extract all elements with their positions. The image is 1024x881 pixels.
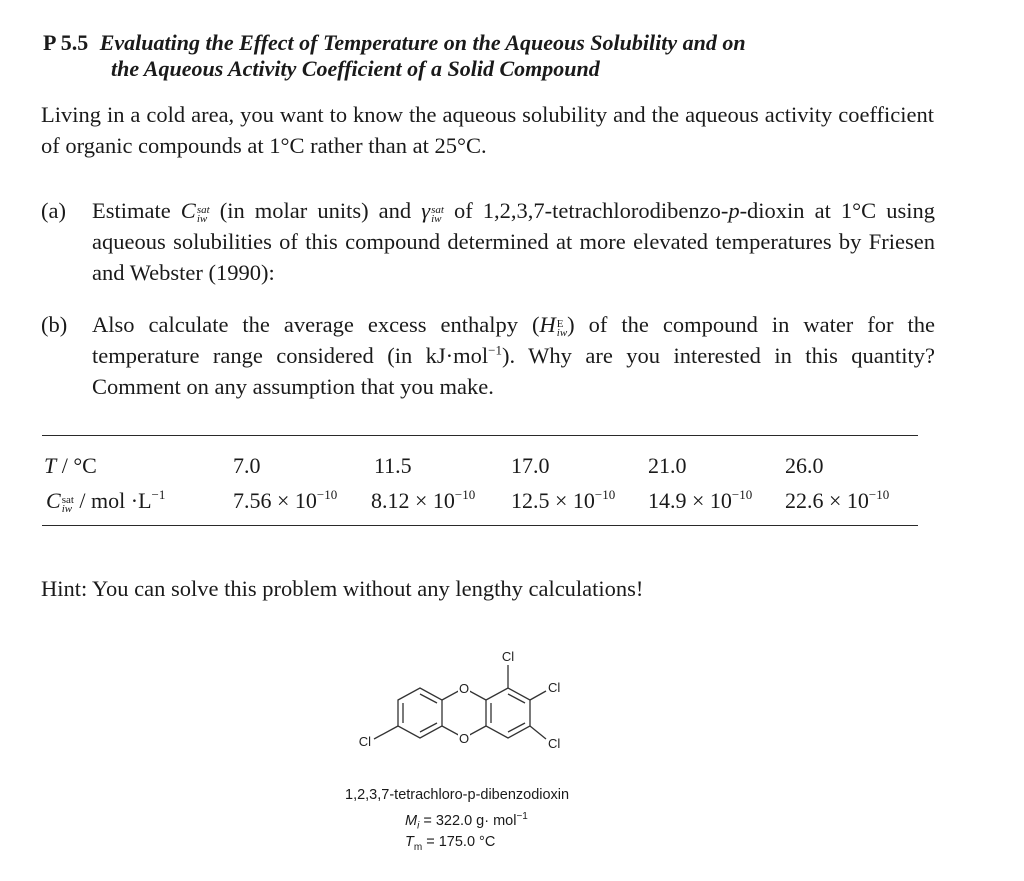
part-a-text (92, 195, 935, 288)
hint-text: Hint: You can solve this problem without any lengthy calculations! (41, 576, 644, 601)
left-benzene-ring (398, 688, 442, 738)
problem-title (43, 30, 746, 56)
compound-name: 1,2,3,7-tetrachloro-p-dibenzodioxin (345, 787, 570, 803)
part-b-text-2: ) of the compound in water for the temperature range considered (in kJ·mol (92, 312, 936, 368)
temperature-cell: 7.0 (233, 453, 261, 478)
part-a-text-1: Estimate (92, 198, 171, 223)
atom-label: O (458, 681, 470, 696)
solubility-cell: $22.6 \times 10^{-10}$ (785, 487, 890, 513)
h-e-iw-symbol: H E iw (539, 312, 568, 339)
part-b-text-3: ). Why are you interested in this quantity? Comment on any assumption that you make. (92, 343, 935, 399)
problem-number: P 5.5 (43, 30, 89, 55)
table-top-rule (42, 435, 918, 436)
title-line-1: Evaluating the Effect of Temperature on the Aqueous Solubility and on (99, 30, 746, 55)
c-sat-iw-symbol: C sat iw (180, 198, 210, 225)
right-benzene-ring (486, 688, 530, 738)
temperature-cell: 21.0 (648, 453, 687, 478)
atom-label: Cl (548, 736, 561, 751)
gamma-sat-iw-symbol: γ sat iw (421, 198, 444, 225)
row-temperature-label: T / °C (44, 453, 97, 478)
part-b-label: (b) (41, 312, 68, 337)
solubility-cell: $7.56 \times 10^{-10}$ (233, 487, 338, 513)
melting-temperature: $T_m = 175.0$ °C (405, 834, 496, 853)
temperature-cell: 17.0 (511, 453, 550, 478)
part-b-text (92, 309, 935, 402)
temperature-cell: 11.5 (374, 453, 412, 478)
solubility-cell: $12.5 \times 10^{-10}$ (511, 487, 616, 513)
part-b-text-1: Also calculate the average excess enthalpy ( (92, 312, 540, 337)
table-bottom-rule (42, 525, 918, 526)
part-a-text-2: (in molar units) and (219, 198, 412, 223)
part-b-text-sup: −1 (488, 342, 502, 358)
atom-label: Cl (548, 680, 561, 695)
part-a-text-4: -dioxin at 1°C using aqueous solubilities of this compound determined at more elevated temperatures by Friesen and Webster (1990): (92, 198, 935, 285)
atom-label: O (458, 731, 470, 746)
title-line-2-row (111, 56, 600, 82)
solubility-cell: $8.12 \times 10^{-10}$ (371, 487, 476, 513)
part-a-text-3: of 1,2,3,7-tetrachlorodibenzo- (453, 198, 729, 223)
dioxin-structure-diagram (340, 640, 630, 770)
intro-paragraph: Living in a cold area, you want to know the aqueous solubility and the aqueous activity coefficient of organic compounds at 1°C rather than at 25°C. (41, 102, 934, 158)
atom-label: Cl (358, 734, 371, 749)
part-a-label: (a) (41, 198, 66, 223)
row-solubility-label: C sat iw / mol $\cdot L^{-1}$ (46, 487, 166, 515)
molar-mass: $M_i = 322.0$ g· mol$^{-1}$ (405, 811, 528, 832)
part-a-text-p: p (728, 198, 740, 223)
title-line-2: the Aqueous Activity Coefficient of a Solid Compound (111, 56, 600, 81)
solubility-cell: $14.9 \times 10^{-10}$ (648, 487, 753, 513)
temperature-cell: 26.0 (785, 453, 824, 478)
atom-label: Cl (501, 649, 515, 664)
